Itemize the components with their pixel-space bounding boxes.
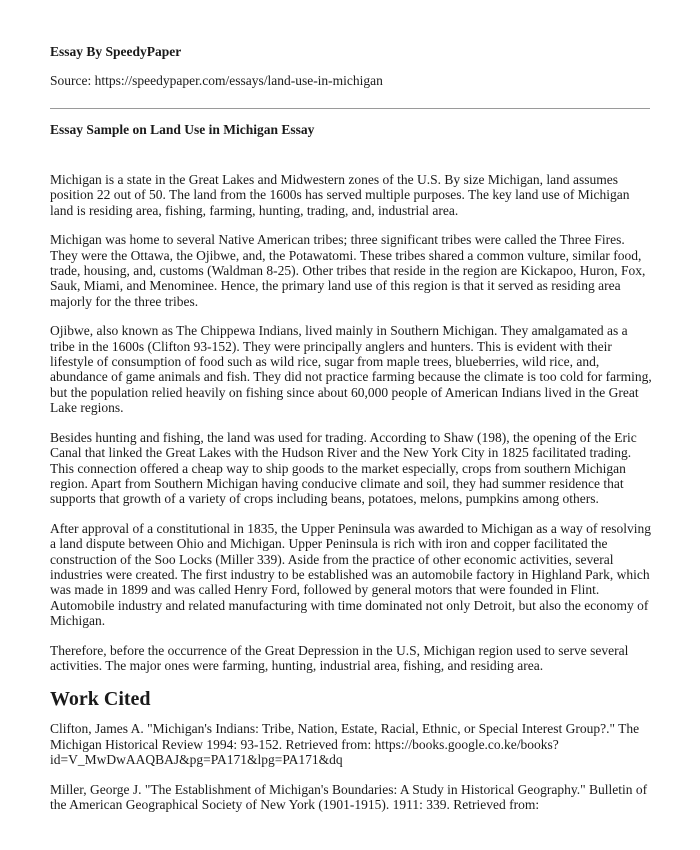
citation-entry: Clifton, James A. "Michigan's Indians: Tribe, Nation, Estate, Racial, Ethnic, or Special Interest Group?." The Michigan Historical Review 1994: 93-152. Retrieved from: https://books.google.co.ke/books?id=V_MwDwAAQBAJ&pg=PA171&lpg=PA171&dq: [50, 721, 640, 768]
works-cited-heading: Work Cited: [50, 688, 151, 711]
essay-paragraph: Ojibwe, also known as The Chippewa Indians, lived mainly in Southern Michigan. They amalgamated as a tribe in the 1600s (Clifton 93-152). They were principally anglers and hunters. This is evident with their lifestyle of consumption of food such as wild rice, sugar from maple trees, blueberries, wild rice, and, abundance of game animals and fish. They did not practice farming because the climate is too cold for farming, but the population relied heavily on fishing since about 60,000 people of American Indians lived in the Great Lake regions.: [50, 323, 652, 416]
source-line: Source: https://speedypaper.com/essays/land-use-in-michigan: [50, 73, 383, 88]
essay-paragraph: Michigan was home to several Native American tribes; three significant tribes were called the Three Fires. They were the Ottawa, the Ojibwe, and, the Potawatomi. These tribes shared a common vulture, similar food, trade, housing, and, customs (Waldman 8-25). Other tribes that reside in the region are Kickapoo, Huron, Fox, Sauk, Miami, and Menominee. Hence, the primary land use of this region is that it served as residing area majorly for the three tribes.: [50, 232, 646, 309]
essay-title: Essay Sample on Land Use in Michigan Essay: [50, 122, 315, 137]
citation-entry: Miller, George J. "The Establishment of Michigan's Boundaries: A Study in Historical Geography." Bulletin of the American Geographical Society of New York (1901-1915). 1911: 339. Retrieved from:: [50, 781, 648, 812]
works-cited-list: [50, 721, 655, 812]
essay-paragraph: Michigan is a state in the Great Lakes and Midwestern zones of the U.S. By size Michigan, land assumes position 22 out of 50. The land from the 1600s has served multiple purposes. The key land use of Michigan land is residing area, fishing, farming, hunting, trading, and, industrial area.: [50, 172, 630, 218]
essay-paragraph: Besides hunting and fishing, the land was used for trading. According to Shaw (198), the opening of the Eric Canal that linked the Great Lakes with the Hudson River and the New York City in 1825 facilitated trading. This connection offered a cheap way to ship goods to the market especially, crops from southern Michigan region. Apart from Southern Michigan having conducive climate and soil, they had summer residence that supports that growth of a variety of crops including beans, potatoes, melons, pumpkins among others.: [50, 429, 637, 507]
header-divider: [50, 108, 650, 109]
essay-paragraph: After approval of a constitutional in 1835, the Upper Peninsula was awarded to Michigan as a way of resolving a land dispute between Ohio and Michigan. Upper Peninsula is rich with iron and copper facilitated the construction of the Soo Locks (Miller 339). Aside from the practice of other economic activities, several industries were created. The first industry to be established was an automobile factory in Highland Park, which was made in 1899 and was called Henry Ford, followed by general motors that were founded in Flint. Automobile industry and related manufacturing with time dominated not only Detroit, but also the economy of Michigan.: [50, 520, 651, 629]
document-header-title: Essay By SpeedyPaper: [50, 44, 182, 59]
essay-body: [50, 172, 655, 826]
essay-paragraph: Therefore, before the occurrence of the Great Depression in the U.S, Michigan region used to serve several activities. The major ones were farming, hunting, industrial area, fishing, and residing area.: [50, 642, 629, 673]
